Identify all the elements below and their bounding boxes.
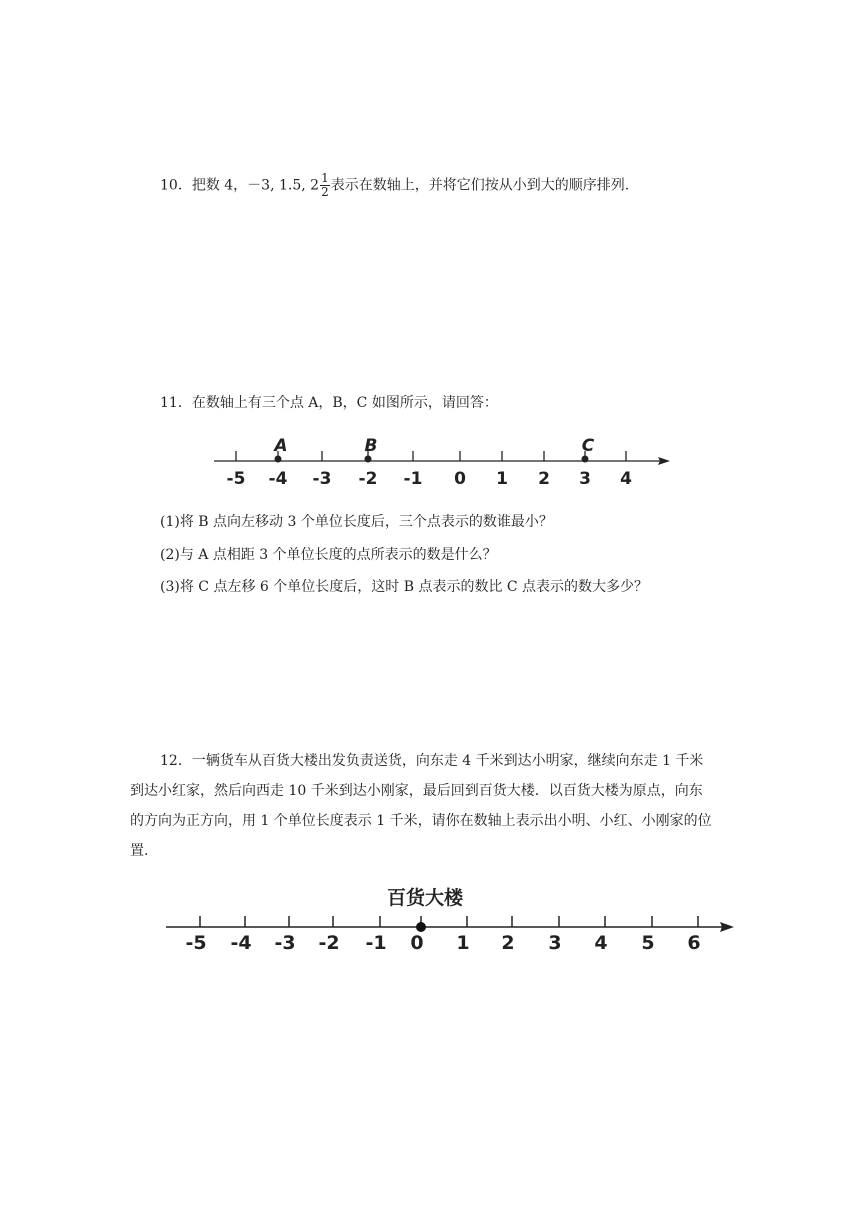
- tick-label: -2: [318, 932, 340, 954]
- q11-sub-question-2: (2)与 A 点相距 3 个单位长度的点所表示的数是什么？: [160, 547, 497, 563]
- origin-label: 百货大楼: [386, 887, 464, 909]
- tick-label: 4: [594, 932, 608, 954]
- tick-label: -4: [230, 932, 252, 954]
- tick-label: -3: [312, 469, 332, 489]
- tick-label: -5: [226, 469, 246, 489]
- tick-label: 4: [620, 469, 632, 489]
- tick-label: 3: [579, 469, 591, 489]
- tick-label: -1: [365, 932, 387, 954]
- q10-text-after: 表示在数轴上，并将它们按从小到大的顺序排列.: [330, 177, 630, 194]
- point-a: [275, 456, 282, 463]
- fraction-numerator: 1: [321, 171, 329, 185]
- axis-arrow-icon: [720, 922, 734, 932]
- tick-label: 2: [538, 469, 550, 489]
- point-c: [582, 456, 589, 463]
- question-11: 11．在数轴上有三个点 A，B，C 如图所示，请回答：: [160, 395, 498, 411]
- q10-text-before: 10．把数 4，－3, 1.5, 2: [160, 177, 320, 194]
- q11-sub-question-1: (1)将 B 点向左移动 3 个单位长度后，三个点表示的数谁最小？: [160, 514, 553, 530]
- point-label-a: A: [274, 436, 288, 456]
- origin-point: [416, 922, 426, 932]
- fraction-one-half: [320, 172, 330, 199]
- tick-label: -5: [185, 932, 207, 954]
- number-line-department-store: [0, 880, 860, 960]
- question-12: 12．一辆货车从百货大楼出发负责送货，向东走 4 千米到达小明家，继续向东走 1 千米到达小红家，然后向西走 10 千米到达小刚家，最后回到百货大楼．以百货大楼为原点，向东的方向为正方向，用 1 个单位长度表示 1 千米，请你在数轴上表示出小明、小红、小刚家的位置.: [130, 753, 712, 859]
- tick-label: 6: [687, 932, 701, 954]
- point-b: [365, 456, 372, 463]
- question-10: [160, 172, 629, 199]
- tick-label: 3: [548, 932, 562, 954]
- q11-sub-question-3: (3)将 C 点左移 6 个单位长度后，这时 B 点表示的数比 C 点表示的数大多少？: [160, 579, 649, 595]
- tick-label: -4: [268, 469, 288, 489]
- tick-label: 1: [456, 932, 470, 954]
- point-label-c: C: [581, 436, 595, 456]
- tick-label: -1: [403, 469, 423, 489]
- tick-label: 0: [454, 469, 466, 489]
- tick-label: 1: [496, 469, 508, 489]
- tick-label: 2: [501, 932, 515, 954]
- tick-label: -2: [358, 469, 378, 489]
- point-label-b: B: [364, 436, 378, 456]
- tick-label: 0: [410, 932, 424, 954]
- tick-label: 5: [641, 932, 655, 954]
- number-line-abc: [0, 432, 860, 492]
- fraction-denominator: 2: [321, 185, 329, 199]
- tick-label: -3: [274, 932, 296, 954]
